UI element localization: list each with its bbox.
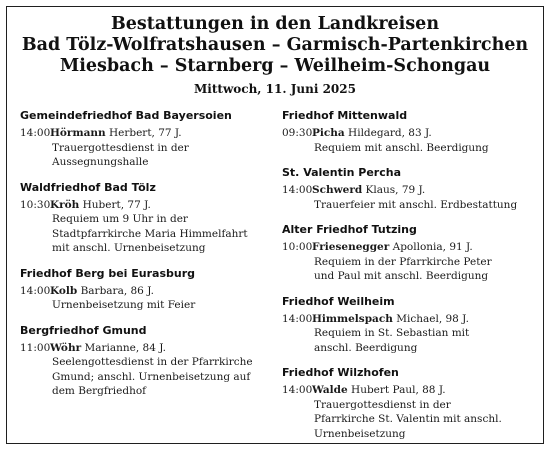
- notice-date: Mittwoch, 11. Juni 2025: [194, 82, 356, 96]
- deceased-details: Apollonia, 91 J.: [389, 241, 473, 253]
- deceased-surname: Schwerd: [312, 184, 363, 196]
- deceased-surname: Walde: [312, 384, 348, 396]
- service-line: anschl. Beerdigung: [314, 341, 418, 354]
- cemetery-block: [282, 294, 542, 356]
- cemetery-block: [282, 222, 542, 284]
- deceased-details: Klaus, 79 J.: [362, 184, 426, 196]
- title-line-1: Bestattungen in den Landkreisen: [110, 14, 440, 34]
- service-line: Gmund; anschl. Urnenbeisetzung auf: [52, 370, 251, 383]
- service-line: Urnenbeisetzung: [314, 427, 406, 440]
- service-line: Stadtpfarrkirche Maria Himmelfahrt: [52, 227, 248, 240]
- burial-entry: [282, 383, 542, 441]
- cemetery-name: Alter Friedhof Tutzing: [282, 223, 417, 236]
- burial-time: 10:30: [20, 198, 51, 211]
- cemetery-block: [282, 365, 542, 441]
- cemetery-name: St. Valentin Percha: [282, 166, 401, 179]
- deceased-details: Hildegard, 83 J.: [344, 127, 432, 139]
- burial-time: 14:00: [20, 284, 51, 297]
- service-line: mit anschl. Urnenbeisetzung: [52, 242, 206, 254]
- deceased-surname: Himmelspach: [312, 312, 393, 325]
- cemetery-block: [20, 108, 275, 170]
- burial-time: 10:00: [282, 241, 313, 253]
- service-line: dem Bergfriedhof: [52, 385, 147, 397]
- burial-entry: [282, 126, 542, 155]
- service-line: Requiem mit anschl. Beerdigung: [314, 141, 489, 154]
- burial-entry: [20, 341, 275, 399]
- burial-entry: [20, 198, 275, 256]
- notice-header: [0, 14, 550, 97]
- cemetery-name: Friedhof Mittenwald: [282, 109, 408, 122]
- service-line: Seelengottesdienst in der Pfarrkirche: [52, 356, 253, 368]
- cemetery-name: Gemeindefriedhof Bad Bayersoien: [20, 109, 232, 122]
- deceased-details: Barbara, 86 J.: [77, 284, 154, 297]
- service-line: Trauergottesdienst in der: [52, 141, 189, 154]
- burial-time: 14:00: [282, 312, 313, 325]
- burial-entry: [20, 126, 275, 170]
- deceased-details: Hubert Paul, 88 J.: [347, 384, 446, 396]
- burial-time: 14:00: [282, 184, 313, 196]
- service-line: Requiem um 9 Uhr in der: [52, 213, 188, 225]
- cemetery-block: [282, 165, 542, 212]
- deceased-surname: Kolb: [50, 284, 78, 297]
- cemetery-block: [20, 180, 275, 256]
- deceased-surname: Picha: [312, 127, 345, 139]
- burial-entry: [20, 284, 275, 313]
- cemetery-block: [20, 323, 275, 399]
- cemetery-name: Waldfriedhof Bad Tölz: [20, 180, 156, 194]
- title-line-3: Miesbach – Starnberg – Weilheim-Schongau: [59, 56, 491, 76]
- burial-entry: [282, 312, 542, 356]
- deceased-surname: Hörmann: [50, 127, 106, 139]
- deceased-surname: Wöhr: [50, 341, 82, 354]
- burial-entry: [282, 183, 542, 212]
- burial-time: 09:30: [282, 127, 313, 139]
- service-line: Aussegnungshalle: [52, 156, 149, 168]
- service-line: Urnenbeisetzung mit Feier: [52, 299, 196, 311]
- service-line: und Paul mit anschl. Beerdigung: [314, 270, 489, 282]
- cemetery-block: [20, 266, 275, 313]
- deceased-details: Hubert, 77 J.: [79, 198, 151, 211]
- service-line: Trauergottesdienst in der: [314, 398, 451, 411]
- deceased-surname: Friesenegger: [312, 241, 390, 253]
- burial-time: 14:00: [20, 127, 51, 139]
- cemetery-block: [282, 108, 542, 155]
- service-line: Requiem in der Pfarrkirche Peter: [314, 255, 492, 268]
- cemetery-name: Friedhof Berg bei Eurasburg: [20, 266, 195, 280]
- burial-time: 11:00: [20, 341, 51, 354]
- service-line: Pfarrkirche St. Valentin mit anschl.: [314, 413, 502, 425]
- cemetery-name: Friedhof Wilzhofen: [282, 366, 399, 379]
- deceased-details: Michael, 98 J.: [392, 312, 469, 325]
- deceased-surname: Kröh: [50, 198, 80, 211]
- cemetery-name: Friedhof Weilheim: [282, 294, 395, 308]
- cemetery-name: Bergfriedhof Gmund: [20, 323, 147, 337]
- burial-time: 14:00: [282, 384, 313, 396]
- right-column: [282, 108, 542, 451]
- title-line-2: Bad Tölz-Wolfratshausen – Garmisch-Partenkirchen: [21, 35, 529, 55]
- deceased-details: Herbert, 77 J.: [105, 127, 182, 139]
- service-line: Trauerfeier mit anschl. Erdbestattung: [314, 198, 518, 211]
- burial-entry: [282, 240, 542, 284]
- deceased-details: Marianne, 84 J.: [81, 341, 166, 354]
- left-column: [20, 108, 275, 409]
- service-line: Requiem in St. Sebastian mit: [314, 327, 470, 339]
